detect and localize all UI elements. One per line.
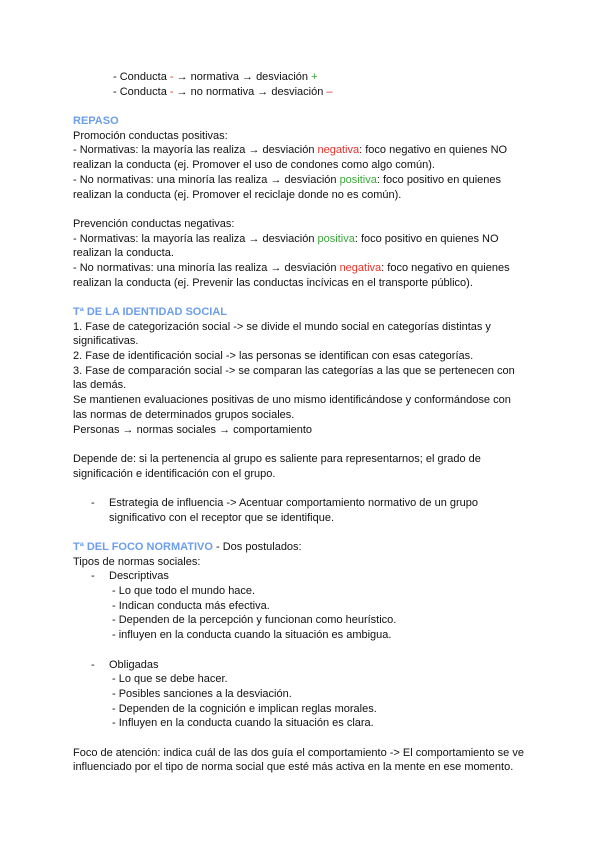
intro-line-2: - Conducta - → no normativa → desviación – [113, 85, 333, 98]
plus-sign: + [311, 71, 318, 83]
paragraph-line: 2. Fase de identificación social -> las personas se identifican con esas categorías. [73, 350, 474, 363]
sub-item: - Lo que se debe hacer. [112, 673, 228, 686]
minus-sign: – [326, 85, 333, 98]
list-item: - Obligadas [73, 658, 533, 673]
prevencion-title: Prevención conductas negativas: [73, 217, 235, 230]
repaso-heading: REPASO [73, 115, 119, 128]
bullet-dash: - [91, 496, 95, 509]
paragraph-line: - No normativas: una minoría las realiza → desviación negativa: foco negativo en quienes [73, 261, 510, 274]
paragraph-line: - Normativas: la mayoría las realiza → desviación positiva: foco positivo en quienes NO [73, 232, 499, 245]
paragraph-line: - No normativas: una minoría las realiza → desviación positiva: foco positivo en quienes [73, 173, 501, 186]
sub-item: - Lo que todo el mundo hace. [112, 585, 256, 598]
paragraph-line: las demás. [73, 379, 127, 392]
paragraph-line: influenciado por el tipo de norma social que esté más activa en la mente en ese momento. [73, 761, 514, 774]
paragraph-line: significativas. [73, 335, 139, 348]
foco-heading-line: Tª DEL FOCO NORMATIVO - Dos postulados: [73, 541, 302, 553]
paragraph-line: - Normativas: la mayoría las realiza → desviación negativa: foco negativo en quienes NO [73, 144, 508, 157]
minus-sign: - [169, 85, 174, 98]
sub-item: - Dependen de la percepción y funcionan como heurístico. [112, 614, 397, 627]
sub-item: - Indican conducta más efectiva. [112, 599, 270, 612]
sub-item: - Influyen en la conducta cuando la situación es clara. [112, 717, 374, 730]
paragraph-line: Tipos de normas sociales: [73, 555, 201, 568]
paragraph-line: realizan la conducta (ej. Prevenir las conductas incívicas en el transporte público). [73, 276, 473, 289]
list-item: - Estrategia de influencia -> Acentuar comportamiento normativo de un grupo [73, 496, 533, 511]
paragraph-line: significación e identificación con el grupo. [73, 467, 276, 480]
intro-line-1: - Conducta - → normativa → desviación + [113, 71, 318, 83]
sub-item: - influyen en la conducta cuando la situación es ambigua. [112, 629, 392, 642]
sub-item: - Dependen de la cognición e implican reglas morales. [112, 702, 377, 715]
bullet-dash: - [91, 658, 95, 671]
paragraph-line: Se mantienen evaluaciones positivas de uno mismo identificándose y conformándose con [73, 394, 511, 407]
promocion-title: Promoción conductas positivas: [73, 129, 228, 142]
paragraph-line: realizan la conducta (ej. Promover el reciclaje donde no es común). [73, 188, 402, 201]
list-item-continuation: significativo con el receptor que se identifique. [109, 511, 335, 524]
paragraph-line: Personas → normas sociales → comportamiento [73, 423, 313, 436]
sub-item: - Posibles sanciones a la desviación. [112, 687, 292, 700]
list-item: - Descriptivas [73, 569, 533, 584]
foco-heading: Tª DEL FOCO NORMATIVO [73, 541, 213, 553]
bullet-dash: - [91, 570, 95, 583]
paragraph-line: 1. Fase de categorización social -> se divide el mundo social en categorías distintas y [73, 320, 491, 333]
document-page [73, 70, 533, 775]
identidad-heading: Tª DE LA IDENTIDAD SOCIAL [73, 306, 227, 318]
paragraph-line: realizan la conducta. [73, 247, 174, 260]
paragraph-line: las normas de determinados grupos sociales. [73, 408, 295, 421]
paragraph-line: 3. Fase de comparación social -> se comparan las categorías a las que se pertenecen con [73, 364, 515, 377]
paragraph-line: realizan la conducta (ej. Promover el uso de condones como algo común). [73, 159, 435, 172]
paragraph-line: Depende de: si la pertenencia al grupo es saliente para representarnos; el grado de [73, 452, 481, 465]
paragraph-line: Foco de atención: indica cuál de las dos guía el comportamiento -> El comportamiento se ve [73, 746, 524, 759]
minus-sign: - [169, 71, 174, 83]
